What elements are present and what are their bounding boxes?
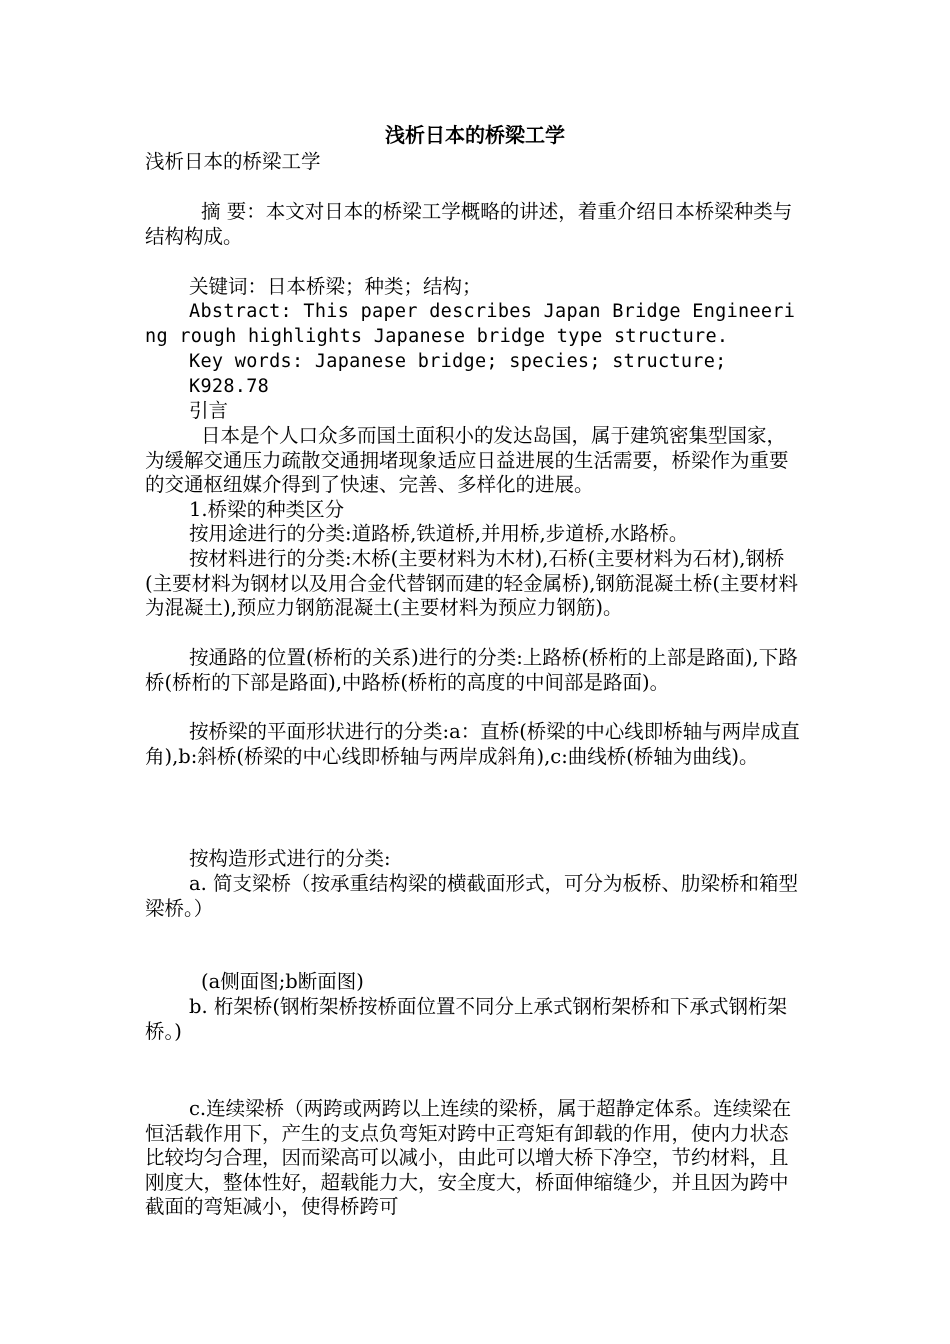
figure-caption: (a侧面图;b断面图) (201, 970, 364, 993)
classification-by-material: 按材料进行的分类:木桥(主要材料为木材),石桥(主要材料为石材),钢桥(主要材料为钢材以及用合金代替钢而建的轻金属桥),钢筋混凝土桥(主要材料为混凝土),预应力钢筋混凝土(主要材料为预应力钢筋)。 (145, 547, 799, 619)
classification-by-road-position: 按通路的位置(桥桁的关系)进行的分类:上路桥(桥桁的上部是路面),下路桥(桥桁的下部是路面),中路桥(桥桁的高度的中间部是路面)。 (145, 646, 798, 694)
intro-paragraph: 日本是个人口众多而国土面积小的发达岛国，属于建筑密集型国家，为缓解交通压力疏散交通拥堵现象适应日益进展的生活需要，桥梁作为重要的交通枢纽媒介得到了快速、完善、多样化的进展。 (145, 424, 789, 496)
intro-heading: 引言 (189, 399, 229, 422)
abstract-chinese: 摘 要：本文对日本的桥梁工学概略的讲述，着重介绍日本桥梁种类与结构构成。 (145, 200, 793, 248)
item-simple-beam-bridge: a. 简支梁桥（按承重结构梁的横截面形式，可分为板桥、肋梁桥和箱型梁桥。） (145, 872, 799, 920)
classification-by-plan-shape: 按桥梁的平面形状进行的分类:a：直桥(桥梁的中心线即桥轴与两岸成直角),b:斜桥(桥梁的中心线即桥轴与两岸成斜角),c:曲线桥(桥轴为曲线)。 (145, 720, 800, 768)
classification-number: K928.78 (189, 376, 270, 397)
abstract-english: Abstract: This paper describes Japan Bridge Engineering rough highlights Japanese bridge type structure. (145, 301, 796, 347)
section-heading-bridge-types: 1.桥梁的种类区分 (189, 498, 345, 521)
item-continuous-beam-bridge: c.连续梁桥（两跨或两跨以上连续的梁桥，属于超静定体系。连续梁在恒活载作用下，产生的支点负弯矩对跨中正弯矩有卸载的作用，使内力状态比较均匀合理，因而梁高可以减小，由此可以增大桥下净空，节约材料，且刚度大，整体性好，超载能力大，安全度大，桥面伸缩缝少，并且因为跨中截面的弯矩减小，使得桥跨可 (145, 1097, 792, 1218)
keywords-english: Key words: Japanese bridge; species; structure; (189, 351, 727, 372)
document-title: 浅析日本的桥梁工学 (385, 123, 565, 147)
classification-by-use: 按用途进行的分类:道路桥,铁道桥,并用桥,步道桥,水路桥。 (189, 522, 689, 545)
document-subtitle: 浅析日本的桥梁工学 (145, 150, 321, 173)
keywords-chinese: 关键词：日本桥梁；种类；结构； (189, 275, 482, 298)
classification-by-structure: 按构造形式进行的分类: (189, 847, 391, 870)
item-truss-bridge: b. 桁架桥(钢桁架桥按桥面位置不同分上承式钢桁架桥和下承式钢桁架桥。) (145, 995, 787, 1043)
